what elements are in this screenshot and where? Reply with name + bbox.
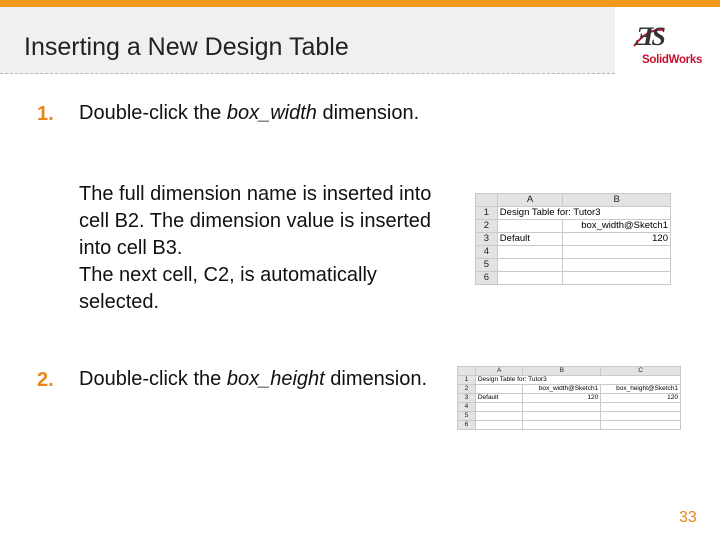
- table-row: [458, 376, 681, 385]
- table-row: [476, 207, 671, 220]
- cell: [563, 246, 671, 259]
- row-header: 5: [458, 412, 476, 421]
- row-header: 6: [458, 421, 476, 430]
- cell: [475, 403, 523, 412]
- table-row: [476, 272, 671, 285]
- description-line-2: The next cell, C2, is automatically selected.: [79, 264, 377, 313]
- design-table-sheet-1: [475, 193, 671, 285]
- cell: Design Table for: Tutor3: [497, 207, 670, 220]
- step-1-emphasis: box_width: [226, 102, 317, 124]
- page-number: 33: [679, 509, 697, 526]
- step-1-before: Double-click the: [79, 102, 227, 124]
- step-1-description: [79, 181, 459, 316]
- step-2-emphasis: box_height: [226, 368, 325, 390]
- brand-name: SolidWorks: [642, 54, 703, 66]
- cell: [497, 220, 562, 233]
- title-band: [0, 7, 615, 74]
- row-header: 5: [476, 259, 498, 272]
- sheet1-col-a: A: [497, 194, 562, 207]
- cell: Default: [497, 233, 562, 246]
- sheet2-col-a: A: [475, 367, 523, 376]
- cell: [601, 403, 681, 412]
- table-row: [458, 394, 681, 403]
- row-header: 1: [476, 207, 498, 220]
- cell: [523, 421, 601, 430]
- sheet2-corner: [458, 367, 476, 376]
- step-1-number: 1.: [37, 103, 54, 125]
- row-header: 3: [476, 233, 498, 246]
- cell: 120: [563, 233, 671, 246]
- table-row: [458, 421, 681, 430]
- cell: Design Table for: Tutor3: [475, 376, 680, 385]
- slide-title: Inserting a New Design Table: [24, 33, 349, 61]
- ds-mark: ƎS: [636, 22, 664, 51]
- cell: [475, 421, 523, 430]
- sheet1-corner: [476, 194, 498, 207]
- step-1-text: [79, 100, 439, 127]
- sheet2-header-row: [458, 367, 681, 376]
- row-header: 6: [476, 272, 498, 285]
- cell: [601, 421, 681, 430]
- table-row: [476, 220, 671, 233]
- solidworks-logo: [628, 22, 710, 72]
- row-header: 2: [476, 220, 498, 233]
- table-row: [458, 412, 681, 421]
- top-accent-bar: [0, 0, 720, 7]
- sheet1-col-b: B: [563, 194, 671, 207]
- cell: [475, 412, 523, 421]
- step-1-after: dimension.: [316, 102, 420, 124]
- step-2-text: [79, 366, 439, 393]
- description-line-1: The full dimension name is inserted into cell B2. The dimension value is inserted into cell B3.: [79, 183, 432, 259]
- cell: [497, 259, 562, 272]
- cell: [563, 272, 671, 285]
- table-row: [476, 246, 671, 259]
- row-header: 4: [458, 403, 476, 412]
- cell: box_width@Sketch1: [523, 385, 601, 394]
- cell: box_height@Sketch1: [601, 385, 681, 394]
- sheet1-header-row: [476, 194, 671, 207]
- cell: box_width@Sketch1: [563, 220, 671, 233]
- sheet2-col-b: B: [523, 367, 601, 376]
- table-row: [476, 259, 671, 272]
- design-table-sheet-2: [457, 366, 681, 430]
- cell: 120: [523, 394, 601, 403]
- cell: [497, 246, 562, 259]
- table-row: [458, 403, 681, 412]
- cell: Default: [475, 394, 523, 403]
- step-2-before: Double-click the: [79, 368, 227, 390]
- table-row: [458, 385, 681, 394]
- table-row: [476, 233, 671, 246]
- cell: [601, 412, 681, 421]
- row-header: 2: [458, 385, 476, 394]
- cell: [497, 272, 562, 285]
- row-header: 4: [476, 246, 498, 259]
- cell: [523, 412, 601, 421]
- cell: [563, 259, 671, 272]
- row-header: 1: [458, 376, 476, 385]
- step-2-after: dimension.: [324, 368, 427, 390]
- cell: [475, 385, 523, 394]
- sheet2-col-c: C: [601, 367, 681, 376]
- row-header: 3: [458, 394, 476, 403]
- cell: 120: [601, 394, 681, 403]
- step-2-number: 2.: [37, 369, 54, 391]
- cell: [523, 403, 601, 412]
